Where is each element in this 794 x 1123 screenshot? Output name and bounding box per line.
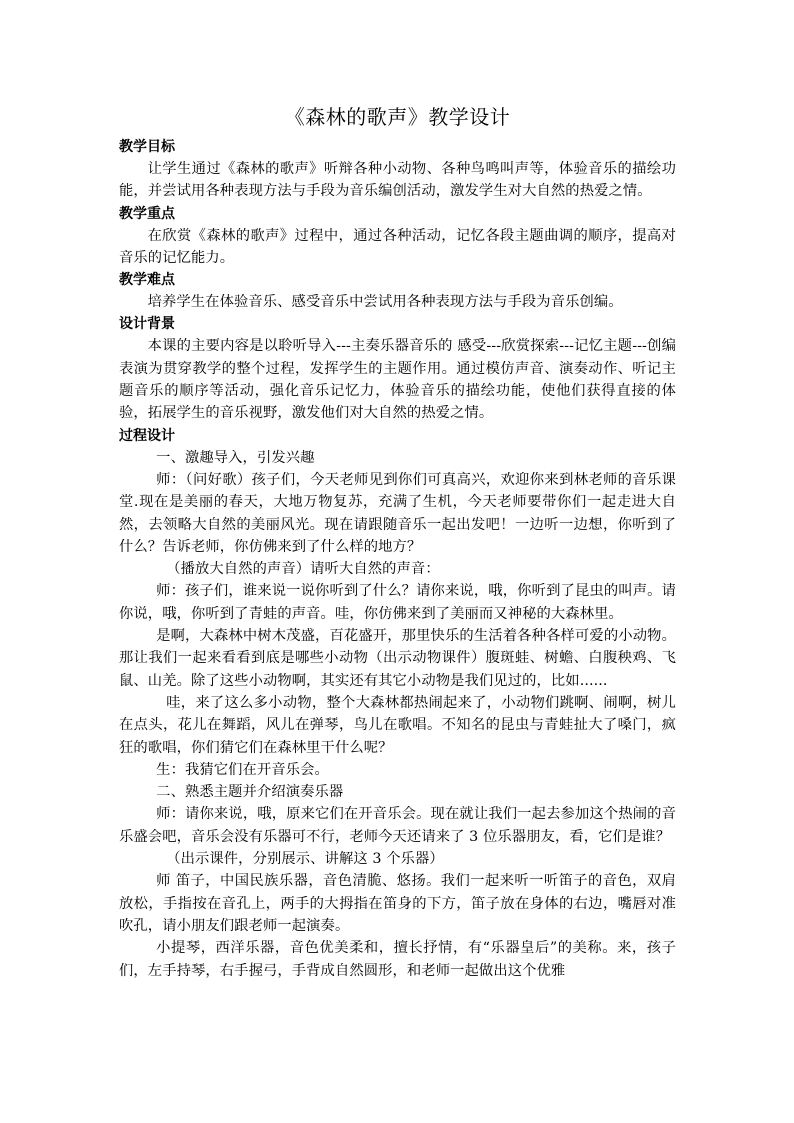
- process-paragraph-2: 师：（问好歌）孩子们，今天老师见到你们可真高兴，欢迎你来到林老师的音乐课堂.现在是美丽的春天，大地万物复苏，充满了生机，今天老师要带你们一起走进大自然，去领略大自然的美丽风光。现在请跟随音乐一起出发吧！一边听一边想，你听到了什么？告诉老师，你仿佛来到了什么样的地方？: [119, 471, 676, 555]
- process-paragraph-5: 是啊，大森林中树木茂盛，百花盛开，那里快乐的生活着各种各样可爱的小动物。那让我们一起来看看到底是哪些小动物（出示动物课件）腹斑蛙、树蟾、白腹秧鸡、飞鼠、山羌。除了这些小动物啊，其实还有其它小动物是我们见过的，比如......: [119, 628, 676, 689]
- section-heading-difficulty: 教学难点: [119, 272, 175, 289]
- section-heading-background: 设计背景: [119, 316, 175, 333]
- process-step-1-title: 一、激趣导入，引发兴趣: [156, 449, 315, 466]
- document-page: [119, 100, 676, 982]
- section-heading-process: 过程设计: [119, 427, 175, 444]
- document-title: 《森林的歌声》教学设计: [284, 105, 511, 129]
- process-paragraph-11: 师 笛子，中国民族乐器，音色清脆、悠扬。我们一起来听一听笛子的音色，双肩放松，手指按在音孔上，两手的大拇指在笛身的下方，笛子放在身体的右边，嘴唇对准吹孔，请小朋友们跟老师一起演奏。: [119, 873, 676, 934]
- difficulty-paragraph: 培养学生在体验音乐、感受音乐中尝试用各种表现方法与手段为音乐创编。: [147, 294, 623, 311]
- process-paragraph-10: （出示课件，分别展示、讲解这 3 个乐器）: [166, 851, 444, 868]
- process-paragraph-3: （播放大自然的声音）请听大自然的声音：: [166, 561, 440, 578]
- section-heading-goal: 教学目标: [119, 139, 175, 155]
- key-paragraph: 在欣赏《森林的歌声》过程中，通过各种活动，记忆各段主题曲调的顺序，提高对音乐的记忆能力。: [119, 227, 676, 266]
- background-paragraph: 本课的主要内容是以聆听导入---主奏乐器音乐的 感受---欣赏探索---记忆主题---创编表演为贯穿教学的整个过程，发挥学生的主题作用。通过模仿声音、演奏动作、听记主题音乐的顺序等活动，强化音乐记忆力，体验音乐的描绘功能，使他们获得直接的体验，拓展学生的音乐视野，激发他们对大自然的热爱之情。: [119, 338, 676, 422]
- process-paragraph-4: 师：孩子们，谁来说一说你听到了什么？请你来说，哦，你听到了昆虫的叫声。请你说，哦，你听到了青蛙的声音。哇，你仿佛来到了美丽而又神秘的大森林里。: [119, 583, 676, 622]
- process-paragraph-12: 小提琴，西洋乐器，音色优美柔和，擅长抒情，有“乐器皇后”的美称。来，孩子们，左手持琴，右手握弓，手背成自然圆形，和老师一起做出这个优雅: [119, 940, 676, 979]
- process-paragraph-9: 师：请你来说，哦，原来它们在开音乐会。现在就让我们一起去参加这个热闹的音乐盛会吧，音乐会没有乐器可不行，老师今天还请来了 3 位乐器朋友，看，它们是谁？: [119, 806, 676, 845]
- process-paragraph-6: 哇，来了这么多小动物，整个大森林都热闹起来了，小动物们跳啊、闹啊，树儿在点头，花儿在舞蹈，风儿在弹琴，鸟儿在歌唱。不知名的昆虫与青蛙扯大了嗓门，疯狂的歌唱，你们猜它们在森林里干什么呢？: [119, 694, 676, 756]
- section-heading-key: 教学重点: [119, 205, 175, 222]
- process-paragraph-7: 生：我猜它们在开音乐会。: [156, 761, 329, 778]
- goal-paragraph: 让学生通过《森林的歌声》听辩各种小动物、各种鸟鸣叫声等，体验音乐的描绘功能，并尝试用各种表现方法与手段为音乐编创活动，激发学生对大自然的热爱之情。: [119, 161, 676, 200]
- process-step-2-title: 二、熟悉主题并介绍演奏乐器: [156, 784, 344, 801]
